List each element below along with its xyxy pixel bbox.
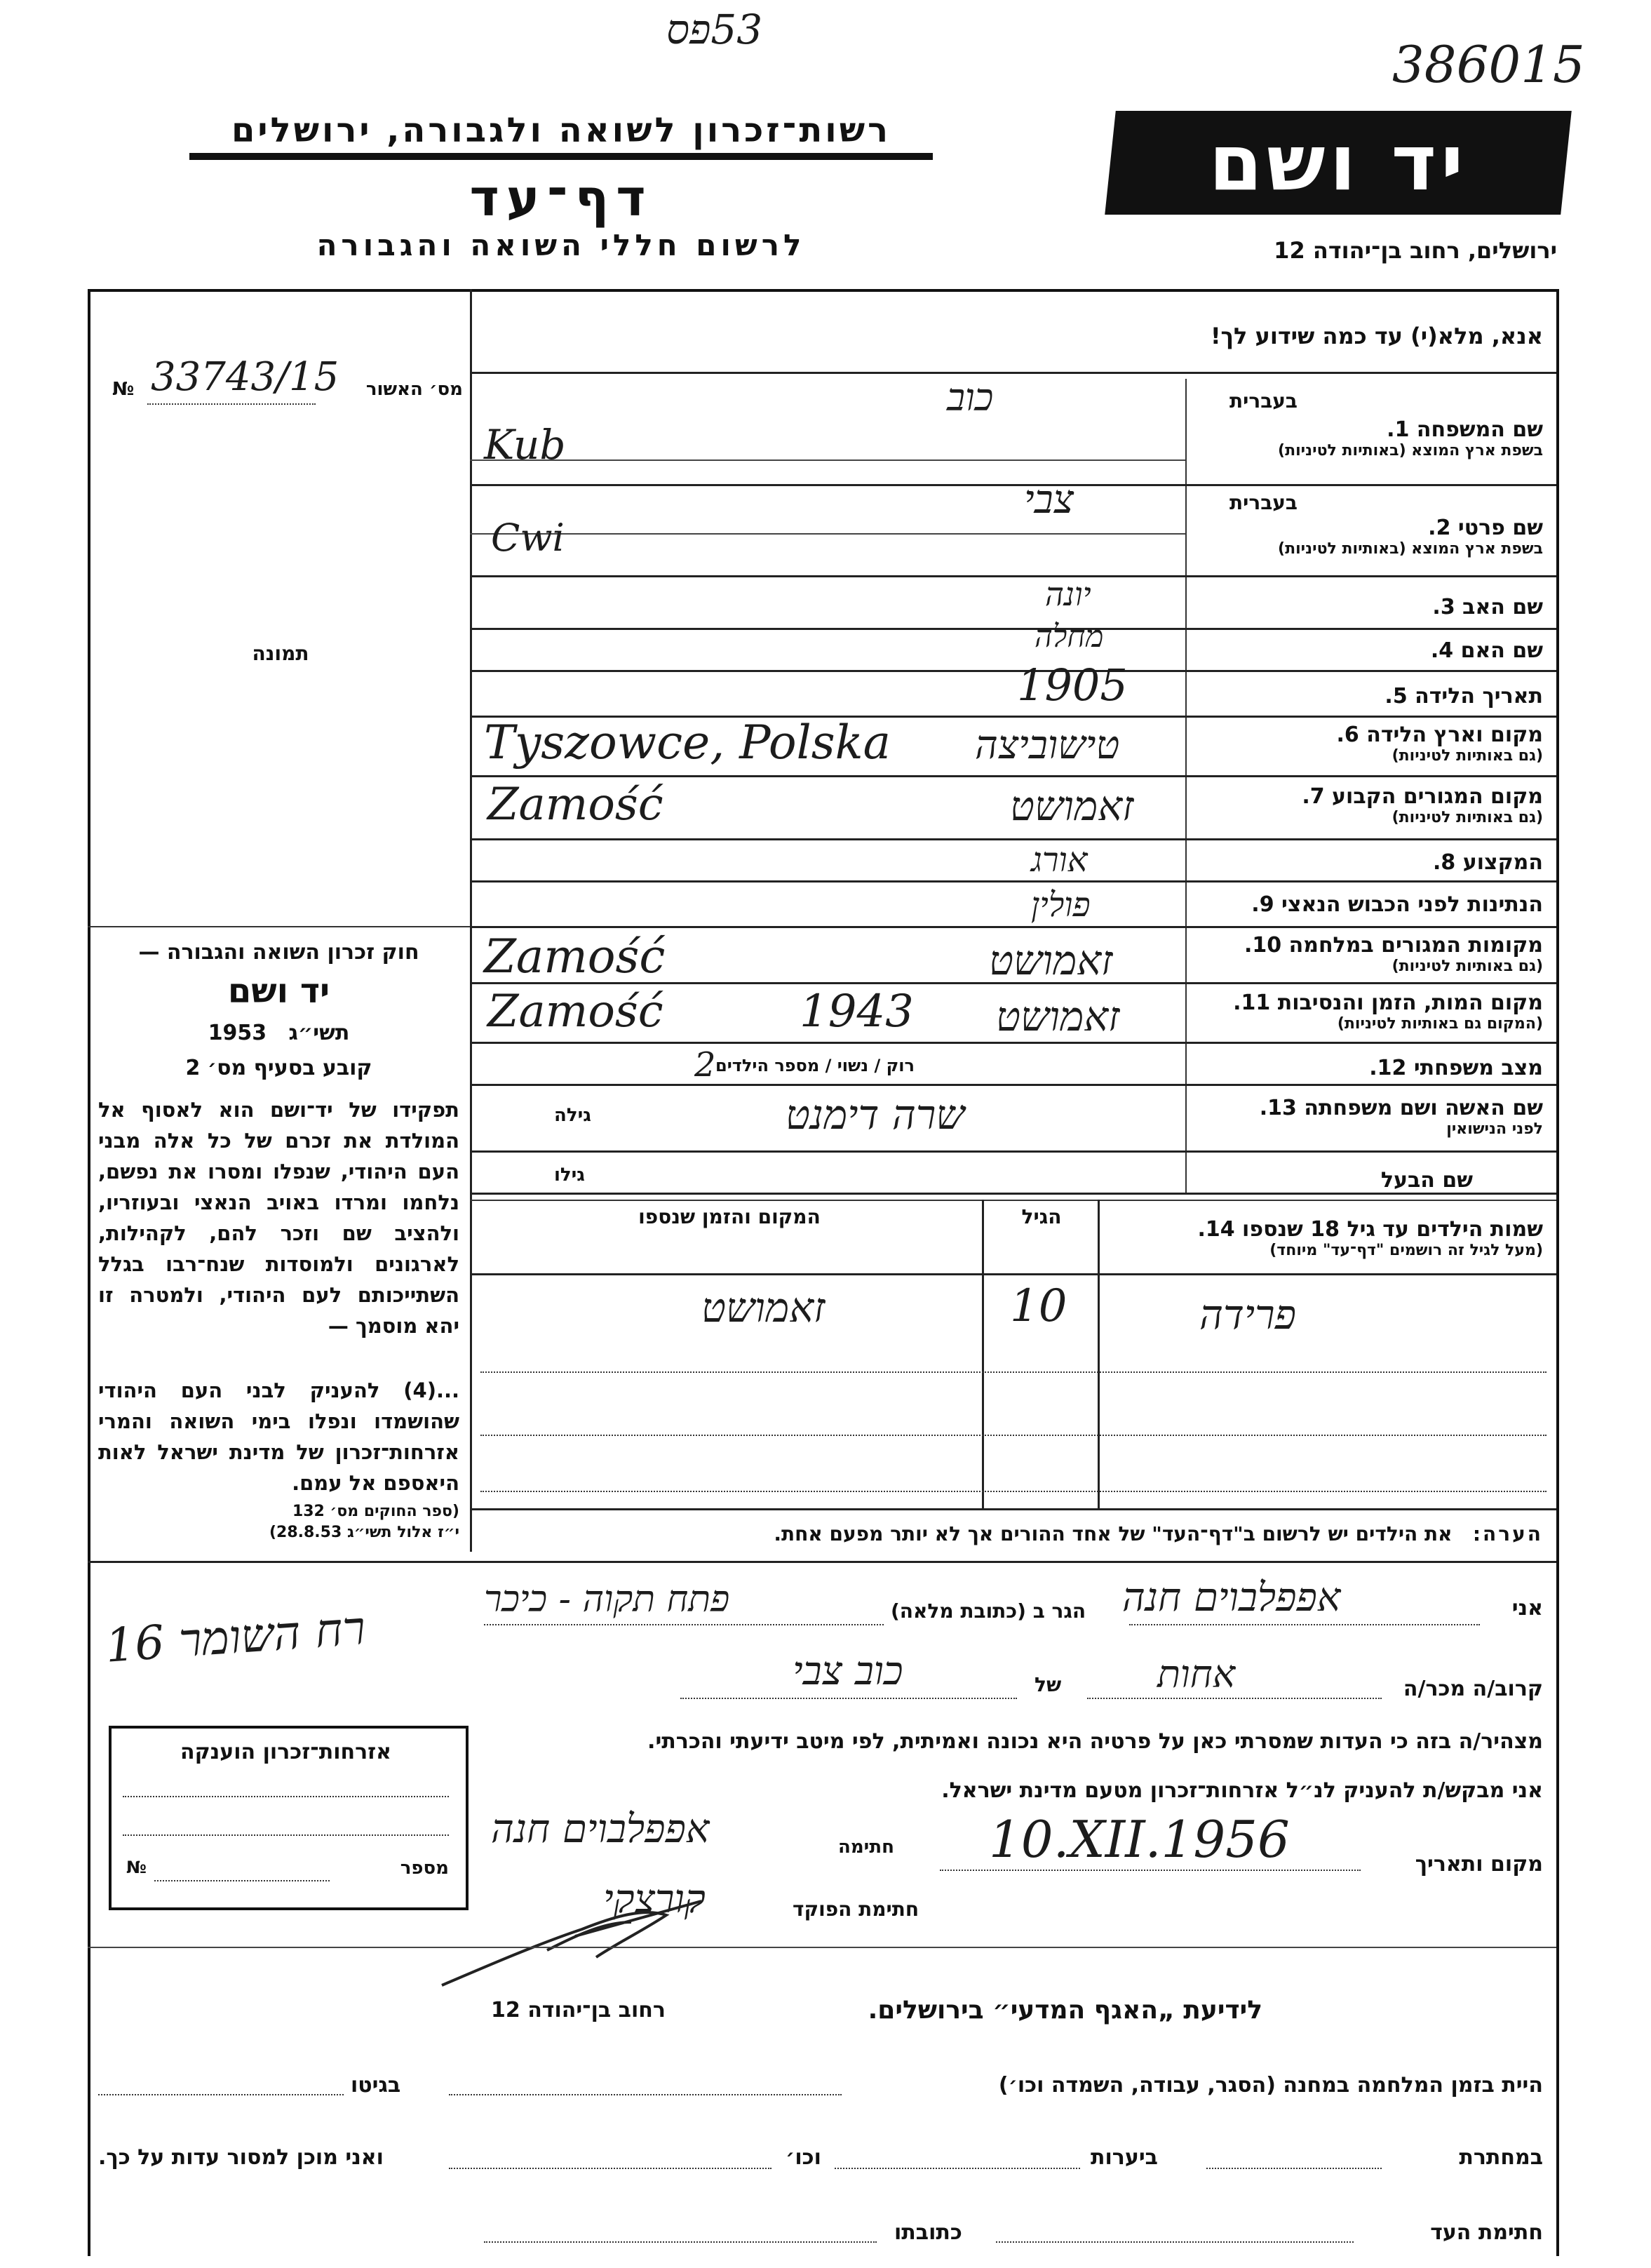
field-10-value-he: זאמושט [989, 937, 1113, 984]
law-title: חוק זכרון השואה והגבורה — [138, 940, 419, 965]
certificate-title: אזרחות־זכרון הוענקה [180, 1740, 392, 1764]
record-number: 386015 [1392, 35, 1585, 94]
of-label: של [1035, 1673, 1062, 1696]
signature-scribble [435, 1887, 743, 1992]
children-label: שמות הילדים עד גיל 18 שנספו 14. (מעל לגיל זה רושמים "דף־עד" מיוחד) [1197, 1217, 1543, 1259]
intro-text: אנא, מלא(י) עד כמה שידוע לך! [1210, 323, 1543, 349]
approval-label: מס׳ האשור [365, 379, 463, 400]
header-address: ירושלים, רחוב בן־יהודה 12 [1274, 237, 1557, 264]
field-4-label: שם האם 4. [1430, 638, 1543, 663]
law-source: (ספר החוקים מס׳ 132 י״ז אלול תשי״ג 28.8.53) [269, 1503, 459, 1541]
field-11-value-year: 1943 [800, 986, 914, 1038]
form-subtitle: לרשום חללי השואה והגבורה [316, 228, 806, 262]
approval-number: 33743/15 [151, 354, 339, 400]
photo-label: תמונה [252, 642, 309, 665]
field-13-label: שם האשה ושם משפחתה 13. לפני הנישואין [1259, 1096, 1543, 1138]
declarant-address: פתח תקוה - כיכר [484, 1578, 730, 1621]
etc-label: וכו׳ [786, 2145, 821, 2170]
place-date-label: מקום ותאריך [1415, 1852, 1543, 1877]
field-10-value-latin: Zamość [484, 930, 666, 984]
declarant-relation: אחות [1157, 1652, 1236, 1696]
residing-label: הגר ב (כתובת מלאה) [891, 1599, 1086, 1623]
yad-vashem-logo: יד ושם [1105, 111, 1572, 215]
law-text: תפקידו של יד־ושם הוא לאסוף אל המולדת את זכרם של כל אלה מבני העם היהודי, שנפלו ומסרו את נפשם, נלחמו ומרדו באויב הנאצי ובעוזריו, ולהציב שם וזכר להם, לקהילות, לארגונים ולמוסדות שנח־רבו בגלל השתייכותם לעם היהודי, ולמטרה זו יהא מוסמך — [98, 1098, 459, 1338]
officer-label: חתימת הפוקד [793, 1898, 919, 1921]
field-5-value: 1905 [1017, 659, 1128, 711]
declarant-of-value: כוב צבי [793, 1649, 903, 1694]
law-name: יד ושם [227, 972, 330, 1011]
law-clause: קובע בסעיף מס׳ 2 [185, 1056, 372, 1080]
field-11-value-he: זאמושט [996, 993, 1120, 1040]
field-6-value-latin: Tyszowce, Polska [484, 716, 891, 770]
field-3-label: שם האב 3. [1432, 595, 1543, 619]
child-1-name: פרידה [1199, 1291, 1297, 1338]
officer-signature: קורצקי [603, 1877, 706, 1922]
photo-area [95, 421, 463, 919]
husband-age-label: גילו [554, 1165, 585, 1186]
forests-label: ביערות [1091, 2145, 1158, 2170]
field-6-label: מקום וארץ הלידה 6. (גם באותיות לטיניות) [1336, 723, 1543, 765]
field-2-lang: בעברית [1229, 491, 1298, 514]
field-8-value: אורג [1031, 840, 1088, 880]
field-6-value-he: טישוביצה [975, 723, 1120, 768]
witness-sig-label: חתימת העד [1430, 2220, 1543, 2245]
field-10-label: מקומות המגורים במלחמה 10. (גם באותיות לטיניות) [1244, 933, 1543, 975]
margin-note: רח השומר 16 [103, 1601, 368, 1673]
partisans-label: במחתרת [1459, 2145, 1543, 2170]
declarant-i-label: אני [1511, 1596, 1543, 1621]
field-9-value: פולין [1031, 885, 1091, 925]
field-12-options: רוק / נשוי / מספר הילדים [715, 1056, 915, 1075]
field-2-value-he: צבי [1024, 477, 1074, 523]
children-col-age: הגיל [1021, 1205, 1062, 1228]
ready-text: ואני מוכן למסור עדות על כך. [98, 2145, 384, 2170]
ghetto-label: בגיטו [351, 2073, 401, 2098]
field-11-label: מקום המות, הזמן והנסיבות 11. (המקום גם באותיות לטיניות) [1233, 991, 1543, 1033]
field-1-value-he: כוב [947, 375, 994, 420]
request: אני מבקש/ת להעניק לנ״ל אזרחות־זכרון מטעם מדינת ישראל. [941, 1778, 1543, 1803]
law-item4: ...(4) להעניק לבני העם היהודי שהושמדו ונפלו בימי השואה והמרי אזרחות־זכרון של מדינת ישראל לאות היאספם אל עמם. [98, 1378, 459, 1495]
relative-label: קרוב/ה מכר/ה [1403, 1677, 1543, 1701]
child-1-age: 10 [1010, 1280, 1067, 1332]
field-8-label: המקצוע 8. [1432, 850, 1543, 875]
field-1-value-latin: Kub [484, 421, 566, 469]
field-1-label: שם המשפחה 1. בשפת ארץ המוצא (באותיות לטיניות) [1278, 417, 1543, 459]
archive-stamp: 53פס [666, 6, 763, 53]
field-2-value-latin: Cwi [491, 516, 565, 560]
field-2-label: שם פרטי 2. בשפת ארץ המוצא (באותיות לטיניות) [1278, 516, 1543, 558]
bottom-line1: היית בזמן המלחמה במחנה (הסגר, עבודה, השמדה וכו׳) [998, 2073, 1543, 2098]
signature-label: חתימה [838, 1837, 894, 1858]
field-13-age-label: גילה [554, 1105, 591, 1126]
field-9-label: הנתינות לפני הכבוש הנאצי 9. [1251, 892, 1543, 917]
field-11-value-latin: Zamość [487, 986, 663, 1038]
signature-date: 10.XII.1956 [989, 1810, 1290, 1869]
bottom-address: רחוב בן־יהודה 12 [491, 1998, 666, 2022]
children-col-place: המקום והזמן שנספו [638, 1205, 821, 1228]
form-title: דף־עד [469, 168, 653, 227]
field-7-value-he: זאמושט [1010, 782, 1134, 830]
certificate-no-symbol: № [126, 1858, 147, 1877]
field-12-label: מצב משפחתי 12. [1369, 1056, 1543, 1080]
child-1-place: זאמושט [701, 1284, 826, 1331]
declarant-name: אפפלבוים חנה [1122, 1575, 1341, 1621]
declaration: מצהיר/ה בזה כי העדות שמסרתי כאן על פרטיה היא נכונה ואמיתית, לפי מיטב ידיעתי והכרתי. [647, 1729, 1543, 1754]
field-13-value: שרה דימנט [786, 1091, 965, 1139]
org-line: רשות־זכרון לשואה ולגבורה, ירושלים [231, 111, 891, 150]
field-4-value: מחלה [1035, 619, 1104, 655]
certificate-number-label: מספר [400, 1858, 449, 1879]
field-12-value: 2 [694, 1045, 716, 1085]
field-5-label: תאריך הלידה 5. [1384, 684, 1543, 709]
field-1-lang: בעברית [1229, 389, 1298, 412]
address-label: כתובתו [894, 2220, 962, 2245]
approval-no-symbol: № [112, 379, 135, 400]
note: הערה: את הילדים יש לרשום ב"דף־העד" של אחד ההורים אך לא יותר מפעם אחת. [774, 1522, 1543, 1545]
law-year: תשי״ג 1953 [208, 1021, 350, 1045]
field-7-value-latin: Zamość [487, 779, 663, 831]
field-7-label: מקום המגורים הקבוע 7. (גם באותיות לטיניות) [1302, 784, 1543, 826]
husband-label: שם הבעל [1380, 1168, 1473, 1193]
bottom-info: לידיעת „האגף המדעי״ בירושלים. [868, 1996, 1262, 2025]
signature-value: אפפלבוים חנה [491, 1806, 710, 1852]
field-3-value: יונה [1045, 575, 1091, 613]
